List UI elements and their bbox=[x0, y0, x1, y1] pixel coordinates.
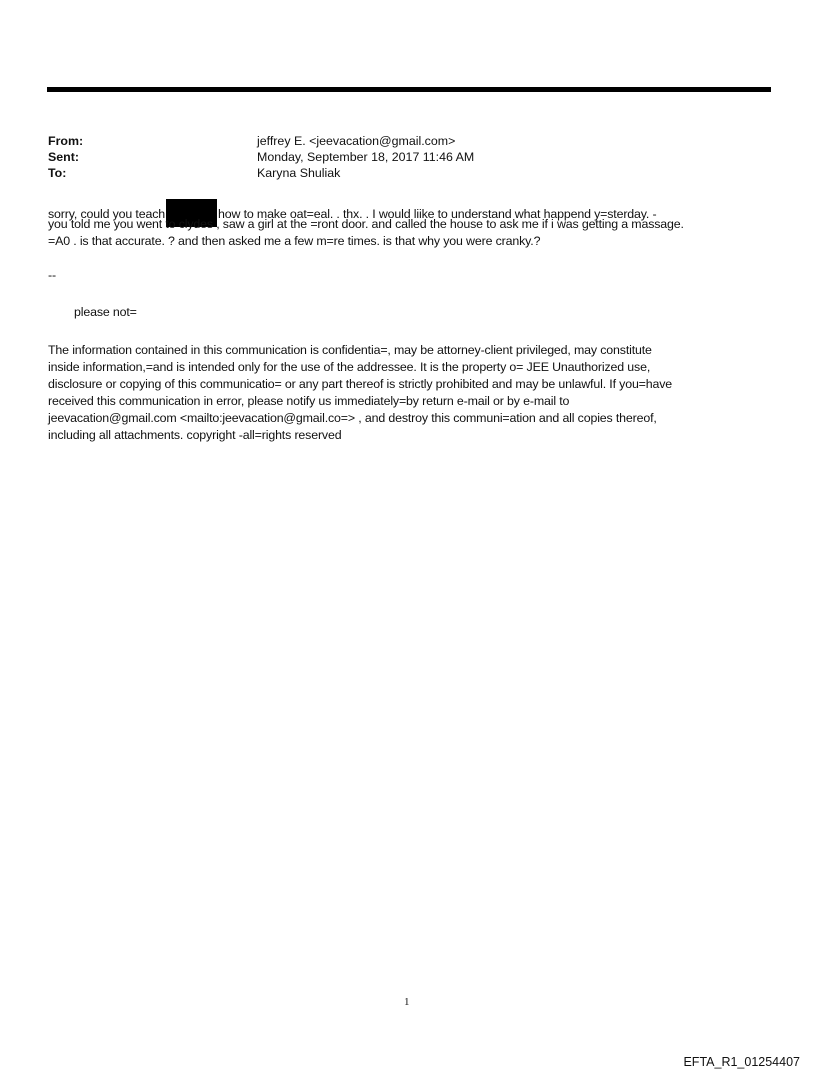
body-line-1-start: sorry, could you teach bbox=[48, 207, 165, 221]
from-value: jeffrey E. <jeevacation@gmail.com> bbox=[257, 134, 456, 148]
disclaimer-line: disclosure or copying of this communicatio= or any part thereof is strictly prohibited and may be unlawful. If you=have bbox=[48, 377, 673, 391]
sent-value: Monday, September 18, 2017 11:46 AM bbox=[257, 150, 475, 164]
from-label: From: bbox=[48, 134, 84, 148]
to-label: To: bbox=[48, 166, 67, 180]
disclaimer-line: inside information,=and is intended only for the use of the addressee. It is the property o= JEE Unauthorized use, bbox=[48, 360, 651, 374]
disclaimer-line: The information contained in this communication is confidentia=, may be attorney-client privileged, may constitute bbox=[48, 343, 652, 357]
to-value: Karyna Shuliak bbox=[257, 166, 341, 180]
body-line-1-end: how to make oat=eal. . thx. . I would liike to understand what happend y=sterday. - bbox=[218, 207, 657, 221]
disclaimer-line: jeevacation@gmail.com <mailto:jeevacation@gmail.co=> , and destroy this communi=ation and all copies thereof, bbox=[48, 411, 657, 425]
body-line-2: you told me you went to clydes , saw a girl at the =ront door. and called the house to ask me if i was getting a massage. bbox=[48, 217, 684, 231]
please-note: please not= bbox=[74, 305, 137, 319]
disclaimer-line: received this communication in error, please notify us immediately=by return e-mail or by e-mail to bbox=[48, 394, 570, 408]
page-number: 1 bbox=[404, 996, 410, 1008]
signature-separator: -- bbox=[48, 268, 56, 282]
body-line-3: =A0 . is that accurate. ? and then asked me a few m=re times. is that why you were cranky.? bbox=[48, 234, 541, 248]
sent-label: Sent: bbox=[48, 150, 79, 164]
document-id: EFTA_R1_01254407 bbox=[683, 1055, 800, 1069]
header-rule bbox=[47, 87, 771, 92]
disclaimer-line: including all attachments. copyright -all=rights reserved bbox=[48, 428, 342, 442]
